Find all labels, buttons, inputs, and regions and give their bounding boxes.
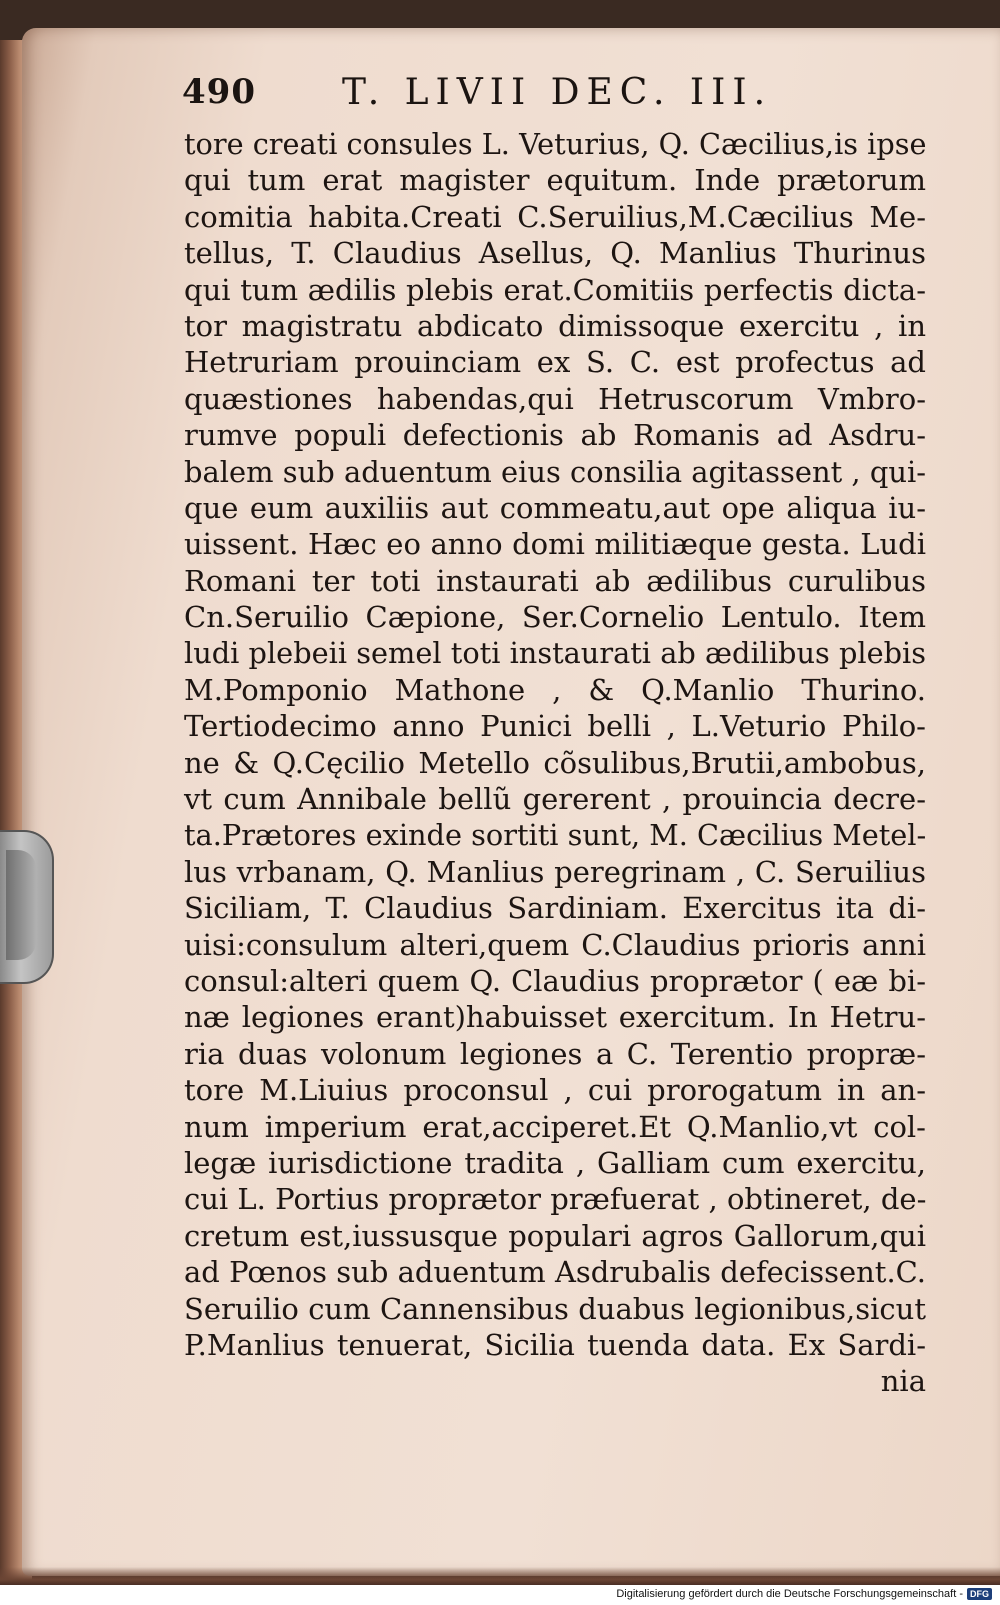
text-line: ad Pœnos sub aduentum Asdrubalis defecissent.C. [184, 1255, 926, 1290]
text-line: quæstiones habendas,qui Hetruscorum Vmbro- [184, 381, 926, 416]
text-line: tor magistratu abdicato dimissoque exercitu , in [184, 308, 926, 343]
page-bottom-shadow [0, 1567, 1000, 1585]
body-text [184, 126, 926, 1400]
text-line: que eum auxiliis aut commeatu,aut ope aliqua iu- [184, 490, 926, 525]
text-line: ludi plebeii semel toti instaurati ab ædilibus plebis [184, 636, 926, 671]
book-clasp-inner [6, 850, 36, 960]
text-line: tore M.Liuius proconsul , cui prorogatum in an- [184, 1073, 926, 1108]
text-line: vt cum Annibale bellũ gererent , prouincia decre- [184, 782, 926, 817]
text-line: consul:alteri quem Q. Claudius proprætor ( eæ bi- [184, 963, 926, 998]
footer-credit-text: Digitalisierung gefördert durch die Deutsche Forschungsgemeinschaft - [616, 1588, 963, 1600]
text-line: balem sub aduentum eius consilia agitassent , qui- [184, 454, 926, 489]
text-line: legæ iurisdictione tradita , Galliam cum exercitu, [184, 1145, 926, 1180]
text-line: lus vrbanam, Q. Manlius peregrinam , C. Seruilius [184, 854, 926, 889]
text-line: cui L. Portius proprætor præfuerat , obtineret, de- [184, 1182, 927, 1217]
text-line: næ legiones erant)habuisset exercitum. In Hetru- [184, 1000, 926, 1035]
catchword: nia [880, 1364, 926, 1399]
text-line: Romani ter toti instaurati ab ædilibus curulibus [184, 563, 926, 598]
text-line: Tertiodecimo anno Punici belli , L.Veturio Philo- [184, 709, 926, 744]
text-line: num imperium erat,acciperet.Et Q.Manlio,vt col- [184, 1109, 926, 1144]
text-line: ne & Q.Cęcilio Metello cõsulibus,Brutii,ambobus, [184, 745, 926, 780]
book-clasp [0, 830, 54, 984]
text-line: comitia habita.Creati C.Seruilius,M.Cæcilius Me- [184, 199, 926, 234]
text-line: M.Pomponio Mathone , & Q.Manlio Thurino. [184, 672, 926, 707]
text-line: cretum est,iussusque populari agros Gallorum,qui [184, 1218, 926, 1253]
text-line: uisi:consulum alteri,quem C.Claudius prioris anni [184, 927, 926, 962]
text-line: Hetruriam prouinciam ex S. C. est profectus ad [184, 345, 926, 380]
text-line: rumve populi defectionis ab Romanis ad Asdru- [184, 418, 926, 453]
running-head [182, 72, 922, 122]
running-title: T. LIVII DEC. III. [342, 72, 773, 113]
text-line: qui tum erat magister equitum. Inde prætorum [184, 163, 926, 198]
text-line: Cn.Seruilio Cæpione, Ser.Cornelio Lentulo. Item [184, 600, 926, 635]
text-line: P.Manlius tenuerat, Sicilia tuenda data. Ex Sardi- [184, 1327, 926, 1362]
footer-credit [616, 1585, 992, 1603]
page-number: 490 [182, 72, 256, 112]
text-line: Seruilio cum Cannensibus duabus legionibus,sicut [184, 1291, 926, 1326]
text-line: tore creati consules L. Veturius, Q. Cæcilius,is ipse [184, 127, 927, 161]
text-line: qui tum ædilis plebis erat.Comitiis perfectis dicta- [184, 272, 926, 307]
text-line: uissent. Hæc eo anno domi militiæque gesta. Ludi [184, 527, 926, 562]
text-line: ta.Prætores exinde sortiti sunt, M. Cæcilius Metel- [184, 818, 927, 853]
text-line: Siciliam, T. Claudius Sardiniam. Exercitus ita di- [184, 891, 926, 926]
dfg-logo: DFG [967, 1588, 992, 1600]
text-line: ria duas volonum legiones a C. Terentio propræ- [184, 1036, 926, 1071]
text-line: tellus, T. Claudius Asellus, Q. Manlius Thurinus [184, 236, 926, 271]
